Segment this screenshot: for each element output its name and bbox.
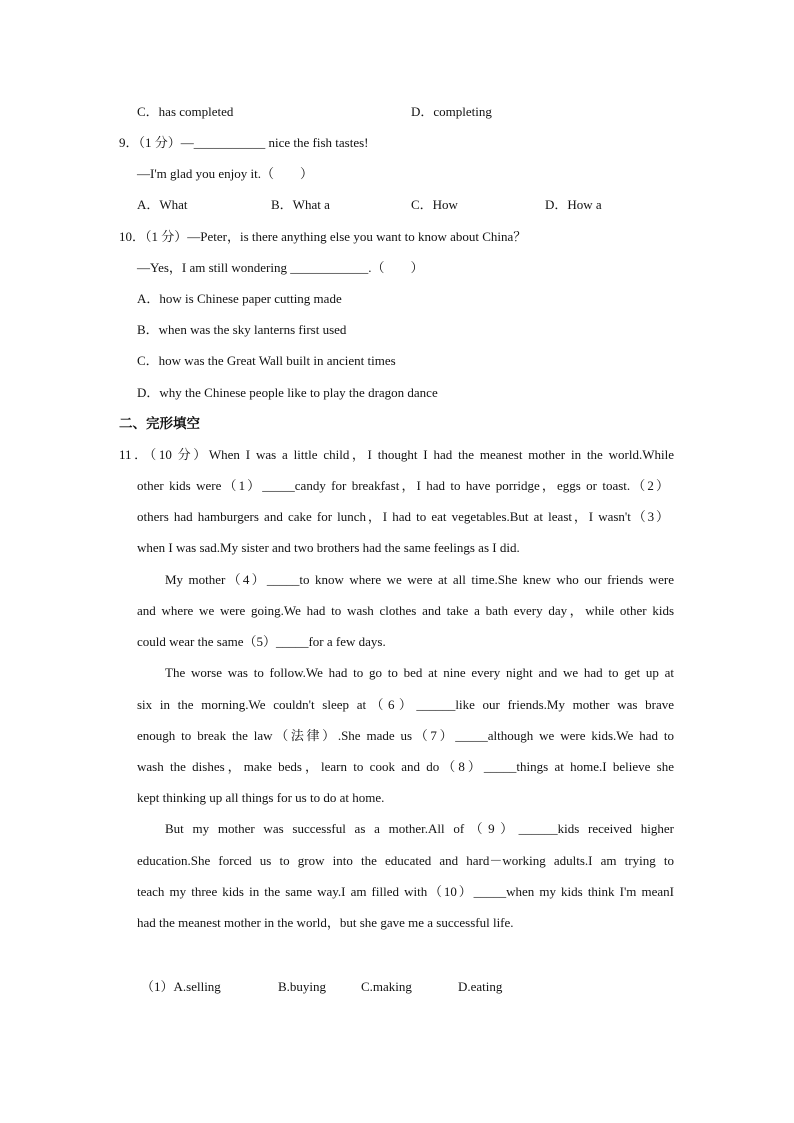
passage-line: others had hamburgers and cake for lunch，I had to eat vegetables.But at least，I wasn't（3） [137, 509, 669, 524]
passage-line: when I was sad.My sister and two brothers had the same feelings as I did. [137, 540, 520, 555]
q9-option-a[interactable]: A．What [137, 197, 188, 212]
q9-option-d[interactable]: D．How a [545, 197, 602, 212]
passage-line: other kids were（1）_____candy for breakfast，I had to have porridge，eggs or toast.（2） [137, 478, 669, 493]
sub1-option-c[interactable]: C.making [361, 979, 412, 994]
passage-line: could wear the same（5）_____for a few days. [137, 634, 386, 649]
q9-option-b[interactable]: B．What a [271, 197, 330, 212]
passage-line: But my mother was successful as a mother.All of（9）______kids received higher [165, 821, 674, 836]
passage-line: enough to break the law（法律）.She made us（7）_____although we were kids.We had to [137, 728, 674, 743]
q8-option-d[interactable]: D．completing [411, 104, 492, 119]
q8-option-c[interactable]: C．has completed [137, 104, 234, 119]
q10-option-b[interactable]: B．when was the sky lanterns first used [137, 322, 347, 337]
q9-stem: 9．（1 分）—___________ nice the fish tastes! [119, 135, 369, 150]
passage-line: six in the morning.We couldn't sleep at（6）______like our friends.My mother was brave [137, 697, 674, 712]
passage-line: My mother（4）_____to know where we were at all time.She knew who our friends were [165, 572, 674, 587]
q10-option-d[interactable]: D．why the Chinese people like to play the dragon dance [137, 385, 438, 400]
passage-line: and where we were going.We had to wash clothes and take a bath every day，while other kids [137, 603, 674, 618]
q9-option-c[interactable]: C．How [411, 197, 458, 212]
q10-stem: 10．（1 分）—Peter，is there anything else you want to know about China？ [119, 229, 527, 244]
q10-option-c[interactable]: C．how was the Great Wall built in ancient times [137, 353, 396, 368]
passage-line: kept thinking up all things for us to do at home. [137, 790, 385, 805]
section-heading: 二、完形填空 [119, 416, 200, 432]
sub1-option-d[interactable]: D.eating [458, 979, 503, 994]
passage-line: 11．（10 分）When I was a little child，I thought I had the meanest mother in the world.While [119, 447, 674, 462]
sub1-option-a[interactable]: （1）A.selling [141, 979, 221, 994]
sub1-option-b[interactable]: B.buying [278, 979, 327, 994]
passage-line: education.She forced us to grow into the educated and hard－working adults.I am trying to [137, 853, 674, 868]
q9-reply: —I'm glad you enjoy it.（ ） [137, 166, 314, 181]
q10-reply: —Yes，I am still wondering ____________.（ ） [137, 260, 424, 275]
passage-line: The worse was to follow.We had to go to bed at nine every night and we had to get up at [165, 665, 674, 680]
passage-line: wash the dishes，make beds，learn to cook and do（8）_____things at home.I believe she [137, 759, 674, 774]
q10-option-a[interactable]: A．how is Chinese paper cutting made [137, 291, 342, 306]
passage-line: had the meanest mother in the world，but she gave me a successful life. [137, 915, 514, 930]
passage-line: teach my three kids in the same way.I am filled with（10）_____when my kids think I'm meanI [137, 884, 674, 899]
